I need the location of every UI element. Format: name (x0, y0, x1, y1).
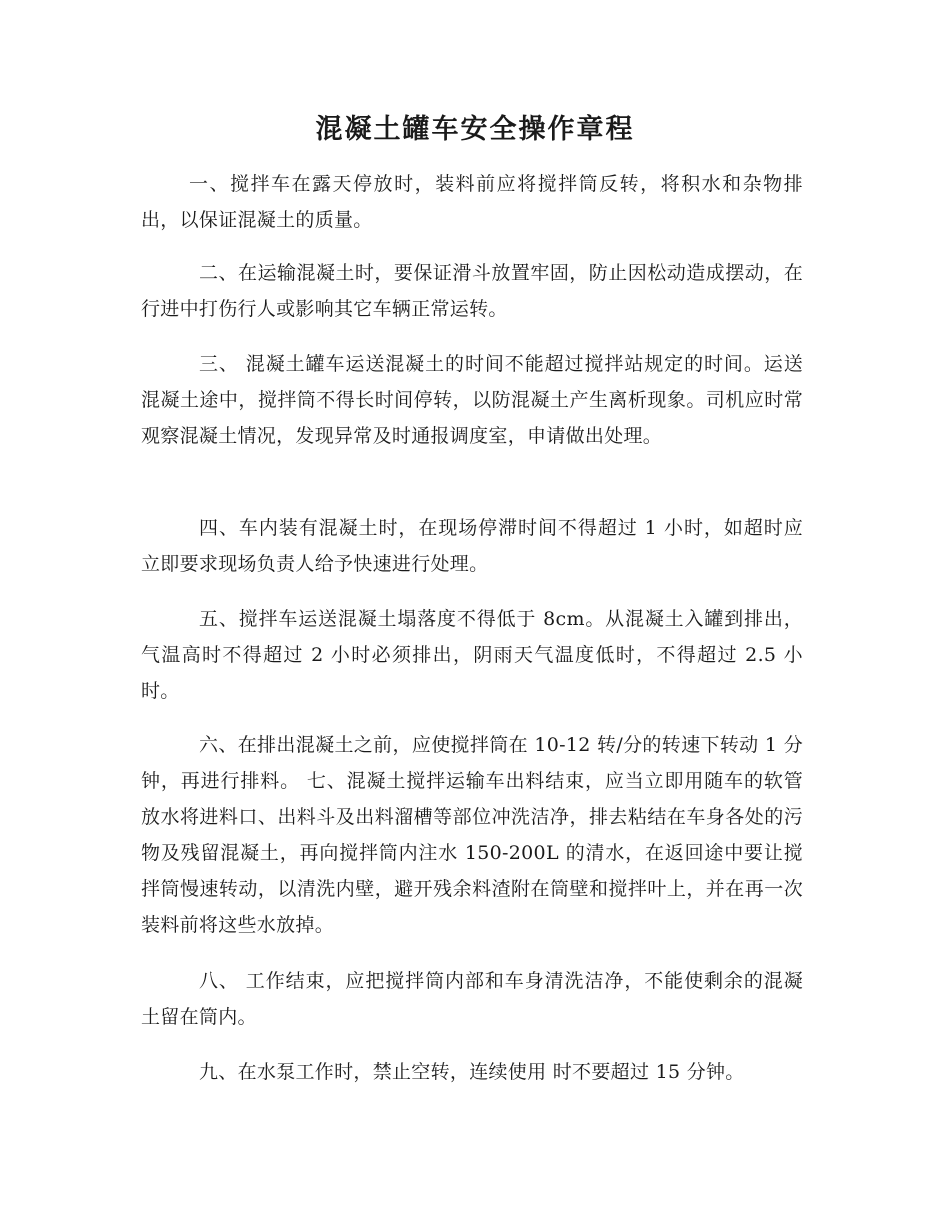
paragraph-6-7: 六、在排出混凝土之前，应使搅拌筒在 10-12 转/分的转速下转动 1 分钟，再进行排料。 七、混凝土搅拌运输车出料结束，应当立即用随车的软管放水将进料口、出料斗及出料溜槽等部位冲洗洁净，排去粘结在车身各处的污物及残留混凝土，再向搅拌筒内注水 150-200L 的清水，在返回途中要让搅拌筒慢速转动，以清洗内壁，避开残余料渣附在筒壁和搅拌叶上，并在再一次装料前将这些水放掉。 (141, 734, 803, 936)
paragraph-8: 八、 工作结束，应把搅拌筒内部和车身清洗洁净，不能使剩余的混凝土留在筒内。 (141, 970, 803, 1028)
paragraph-4: 四、车内装有混凝土时，在现场停滞时间不得超过 1 小时，如超时应立即要求现场负责人给予快速进行处理。 (141, 517, 803, 575)
paragraph-1: 一、搅拌车在露天停放时，装料前应将搅拌筒反转，将积水和杂物排出，以保证混凝土的质量。 (141, 173, 803, 231)
paragraph-5: 五、搅拌车运送混凝土塌落度不得低于 8cm。从混凝土入罐到排出，气温高时不得超过 2 小时必须排出，阴雨天气温度低时，不得超过 2.5 小时。 (141, 608, 803, 702)
document-title: 混凝土罐车安全操作章程 (315, 114, 635, 145)
paragraph-3: 三、 混凝土罐车运送混凝土的时间不能超过搅拌站规定的时间。运送混凝土途中，搅拌筒不得长时间停转，以防混凝土产生离析现象。司机应时常观察混凝土情况，发现异常及时通报调度室，申请做出处理。 (141, 353, 803, 447)
paragraph-9: 九、在水泵工作时，禁止空转，连续使用 时不要超过 15 分钟。 (199, 1061, 745, 1083)
paragraph-2: 二、在运输混凝土时，要保证滑斗放置牢固，防止因松动造成摆动，在行进中打伤行人或影响其它车辆正常运转。 (141, 262, 803, 320)
